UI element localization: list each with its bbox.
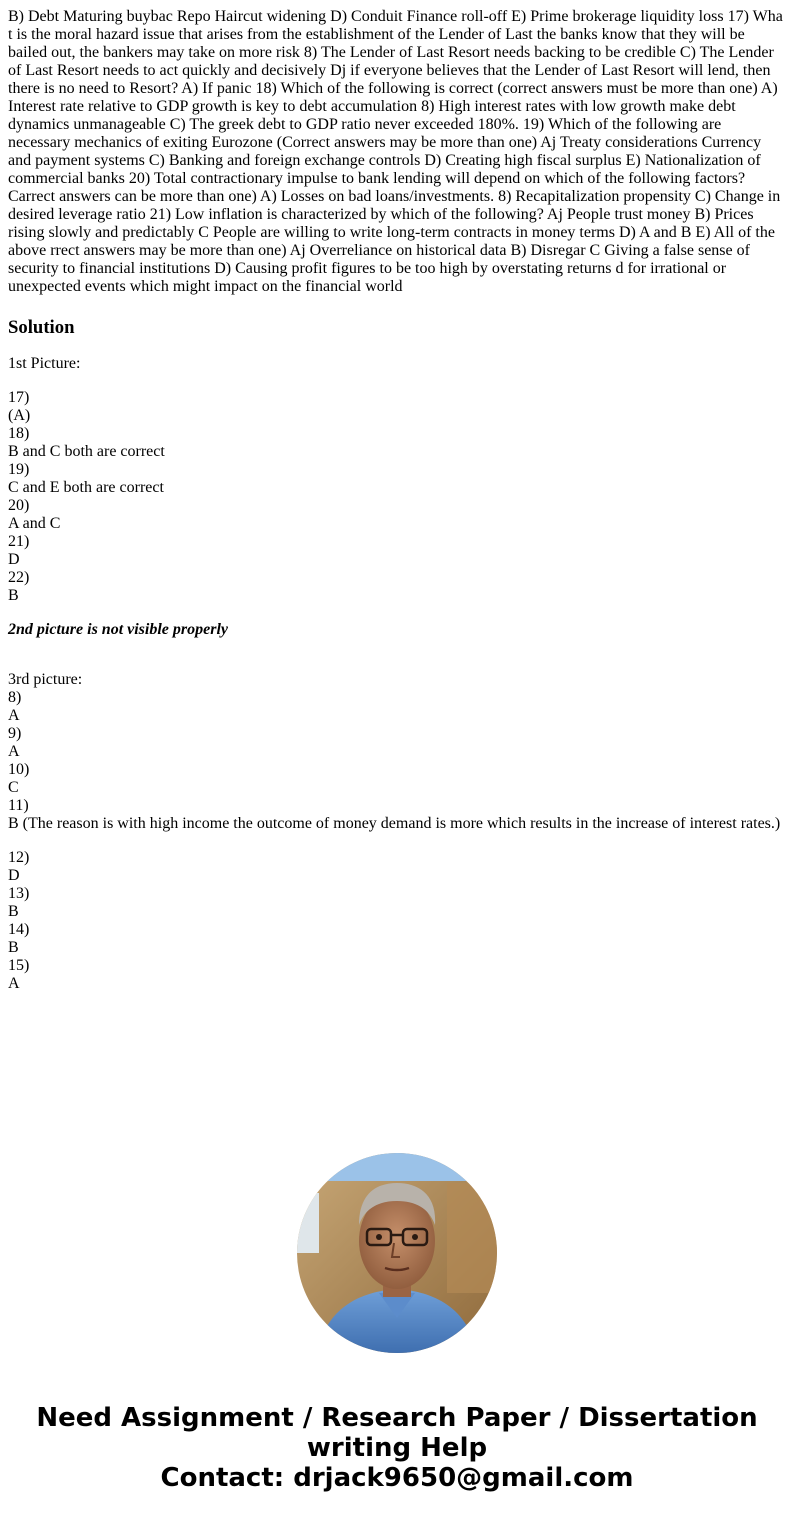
answer-line: D (8, 551, 20, 568)
answer-line: 10) (8, 761, 30, 778)
answer-line: 21) (8, 533, 30, 550)
answer-line: A (8, 743, 20, 760)
answer-line: 15) (8, 957, 30, 974)
question-text: B) Debt Maturing buybac Repo Haircut widening D) Conduit Finance roll-off E) Prime brokerage liquidity loss 17) Wha t is the moral hazard issue that arises from the establishment of the Lender of Last the banks know that they will be bailed out, the bankers may take on more risk 8) The Lender of Last Resort needs backing to be credible C) The Lender of Last Resort needs to act quickly and decisively Dj if everyone believes that the Lender of Last Resort will lend, then there is no need to Resort? A) If panic 18) Which of the following is correct (correct answers must be more than one) A) Interest rate relative to GDP growth is key to debt accumulation 8) High interest rates with low growth make debt dynamics unmanageable C) The greek debt to GDP ratio never exceeded 180%. 19) Which of the following are necessary mechanics of exiting Eurozone (Correct answers may be more than one) Aj Treaty considerations Currency and payment systems C) Banking and foreign exchange controls D) Creating high fiscal surplus E) Nationalization of commercial banks 20) Total contractionary impulse to bank lending will depend on which of the following factors? Carrect answers can be more than one) A) Losses on bad loans/investments. 8) Recapitalization propensity C) Change in desired leverage ratio 21) Low inflation is characterized by which of the following? Aj People trust money B) Prices rising slowly and predictably C People are willing to write long-term contracts in money terms D) A and B E) All of the above rrect answers may be more than one) Aj Overreliance on historical data B) Disregar C Giving a false sense of security to financial institutions D) Causing profit figures to be too high by overstating returns d for irrational or unexpected events which might impact on the financial world (8, 8, 783, 295)
answer-line: 17) (8, 389, 30, 406)
answer-line: 19) (8, 461, 30, 478)
answer-line: C and E both are correct (8, 479, 164, 496)
answer-line: B (The reason is with high income the outcome of money demand is more which results in the increase of interest rates.) (8, 815, 781, 832)
answer-line: A and C (8, 515, 61, 532)
answer-line: 9) (8, 725, 22, 742)
spacer (8, 639, 786, 655)
author-portrait-image (297, 1153, 497, 1353)
answer-line: B and C both are correct (8, 443, 165, 460)
answer-line: B (8, 903, 19, 920)
first-picture-answers (8, 389, 786, 605)
answer-line: 8) (8, 689, 22, 706)
answer-line: B (8, 939, 19, 956)
answer-line: A (8, 975, 20, 992)
answer-line: (A) (8, 407, 31, 424)
answer-line: 14) (8, 921, 30, 938)
answer-line: 12) (8, 849, 30, 866)
answer-line: 13) (8, 885, 30, 902)
second-picture-note: 2nd picture is not visible properly (8, 621, 228, 638)
answer-line: A (8, 707, 20, 724)
third-picture-answers-continued (8, 849, 786, 993)
author-avatar (297, 1153, 497, 1353)
answer-line: D (8, 867, 20, 884)
promo-banner (0, 1403, 794, 1493)
answer-line: B (8, 587, 19, 604)
answer-line: 11) (8, 797, 29, 814)
third-picture-label: 3rd picture: (8, 671, 83, 688)
document-body (8, 8, 786, 993)
answer-line: 18) (8, 425, 30, 442)
answer-line: 20) (8, 497, 30, 514)
answer-line: 22) (8, 569, 30, 586)
promo-line: Need Assignment / Research Paper / Dissertation (36, 1403, 758, 1433)
third-picture-answers (8, 671, 786, 833)
solution-heading: Solution (8, 317, 75, 338)
promo-line: writing Help (306, 1433, 488, 1463)
answer-line: C (8, 779, 19, 796)
first-picture-label: 1st Picture: (8, 355, 81, 372)
promo-contact: Contact: drjack9650@gmail.com (160, 1463, 634, 1493)
